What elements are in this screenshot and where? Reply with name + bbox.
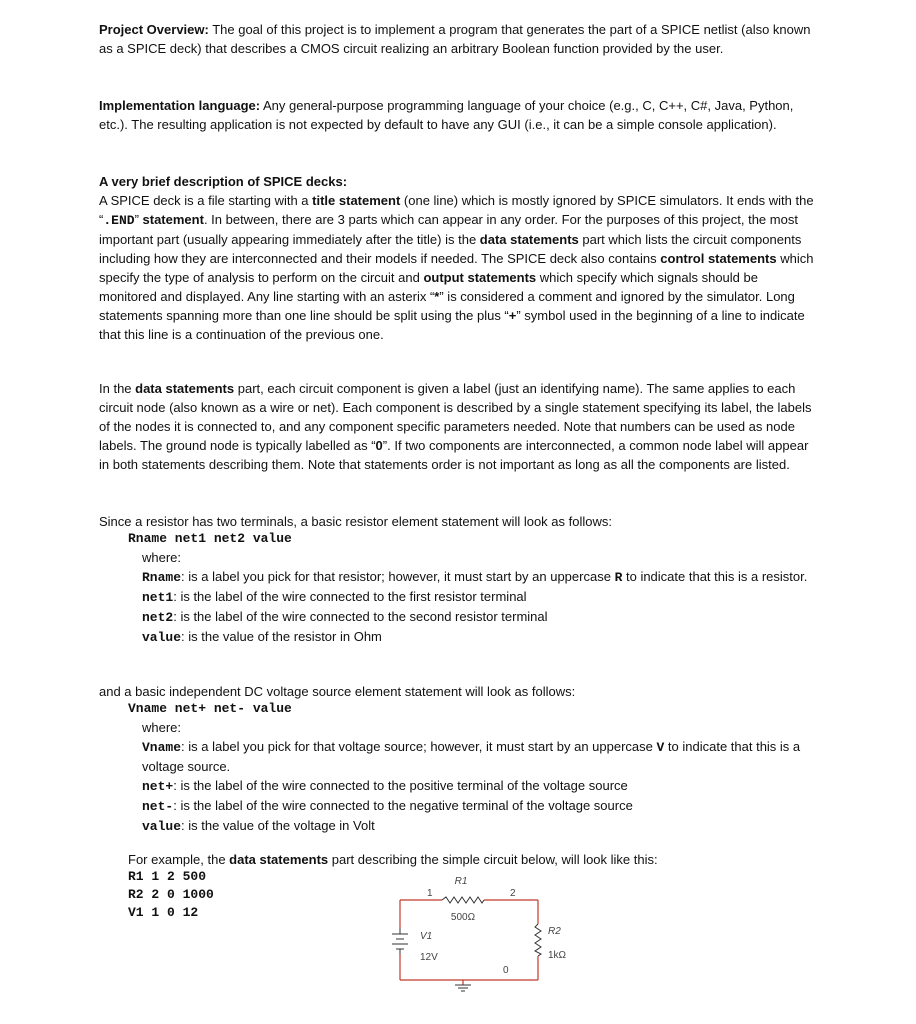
- text-run: ” is considered a comment and ignored by the simulator. Long statements spanning more than one line should be split using the plus “: [99, 289, 795, 323]
- implementation-label: Implementation language:: [99, 98, 261, 113]
- resistor-syntax: Rname net1 net2 value: [128, 531, 292, 546]
- circuit-diagram: [360, 868, 600, 998]
- code-r: R: [614, 570, 623, 585]
- resistor-r1-symbol: [442, 897, 484, 903]
- data-statements-paragraph: [99, 379, 814, 474]
- netminus-description: [142, 796, 822, 816]
- term-data-statements: data statements: [229, 852, 329, 867]
- text-run: part which lists the circuit components including how they are interconnected and their models if needed. The SPICE deck also contains: [99, 232, 802, 266]
- spice-decks-section: [99, 172, 814, 344]
- example-line-2: R2 2 0 1000: [128, 887, 214, 902]
- vsource-syntax: Vname net+ net- value: [128, 701, 292, 716]
- spice-decks-paragraph: [99, 191, 814, 344]
- v1-value: 12V: [420, 952, 438, 963]
- overview-label: Project Overview:: [99, 22, 209, 37]
- resistor-where: [142, 548, 822, 647]
- net1-description: [142, 587, 822, 607]
- text-run: A SPICE deck is a file starting with a: [99, 193, 313, 208]
- text-run: part describing the simple circuit below, will look like this:: [328, 852, 658, 867]
- text-run: : is the value of the resistor in Ohm: [181, 629, 382, 644]
- code-value: value: [142, 630, 182, 645]
- where-label: where:: [142, 550, 182, 565]
- vname-description: [142, 737, 822, 776]
- resistor-intro: Since a resistor has two terminals, a basic resistor element statement will look as follows:: [99, 514, 612, 529]
- text-run: In the: [99, 381, 136, 396]
- term-asterisk: *: [434, 289, 440, 304]
- code-rname: Rname: [142, 570, 182, 585]
- text-run: which specify which signals should be monitored and displayed. Any line starting with an asterix “: [99, 270, 758, 304]
- code-end: .END: [103, 213, 135, 228]
- value-description: [142, 816, 822, 836]
- code-net1: net1: [142, 590, 174, 605]
- overview-text: The goal of this project is to implement a program that generates the part of a SPICE netlist (also known as a SPICE deck) that describes a CMOS circuit realizing an arbitrary Boolean function provided by the user.: [99, 22, 811, 56]
- r1-label: R1: [454, 876, 468, 887]
- text-run: : is a label you pick for that resistor; however, it must start by an uppercase: [181, 569, 615, 584]
- value-description: [142, 627, 822, 647]
- term-data-statements: data statements: [135, 381, 235, 396]
- text-run: : is the label of the wire connected to the positive terminal of the voltage source: [173, 778, 628, 793]
- r2-value: 1kΩ: [548, 950, 567, 961]
- battery-v1-symbol: [392, 928, 408, 954]
- r2-label: R2: [548, 926, 561, 937]
- spice-decks-heading: A very brief description of SPICE decks:: [99, 174, 348, 189]
- node-1-label: 1: [427, 888, 433, 899]
- text-run: For example, the: [128, 852, 230, 867]
- example-line-1: R1 1 2 500: [128, 869, 207, 884]
- text-run: part, each circuit component is given a label (just an identifying name). The same applies to each circuit node (also known as a wire or net). Each component is described by a single statement specifying its label, the labels of the nodes it is connected to, and any component specific parameters needed. Note that numbers can be used as node labels. The ground node is typically labelled as “: [99, 381, 812, 453]
- text-run: which specify the type of analysis to perform on the circuit and: [99, 251, 814, 285]
- text-run: : is the label of the wire connected to the first resistor terminal: [173, 589, 527, 604]
- text-run: (one line) which is mostly ignored by SPICE simulators. It ends with the “: [99, 193, 814, 227]
- ground-icon: [455, 985, 471, 991]
- node-0-label: 0: [503, 965, 509, 976]
- vsource-intro: and a basic independent DC voltage source element statement will look as follows:: [99, 684, 576, 699]
- example-line-3: V1 1 0 12: [128, 905, 199, 920]
- implementation-paragraph: [99, 96, 814, 134]
- text-run: : is the label of the wire connected to the second resistor terminal: [173, 609, 548, 624]
- code-v: V: [656, 740, 665, 755]
- term-ground-zero: 0: [375, 438, 383, 453]
- term-statement: statement: [142, 212, 204, 227]
- r1-value: 500Ω: [450, 912, 476, 923]
- code-netminus: net-: [142, 799, 174, 814]
- net2-description: [142, 607, 822, 627]
- node-2-label: 2: [510, 888, 516, 899]
- example-intro: [128, 850, 828, 869]
- text-run: : is the value of the voltage in Volt: [181, 818, 375, 833]
- rname-description: [142, 567, 822, 587]
- term-plus: +: [508, 308, 517, 323]
- v1-label: V1: [420, 931, 433, 942]
- where-label: where:: [142, 720, 182, 735]
- code-value: value: [142, 819, 182, 834]
- code-net2: net2: [142, 610, 174, 625]
- resistor-r2-symbol: [535, 924, 541, 956]
- code-vname: Vname: [142, 740, 182, 755]
- implementation-text: Any general-purpose programming language of your choice (e.g., C, C++, C#, Java, Python, etc.). The resulting application is not expected by default to have any GUI (i.e., it can be a simple console application).: [99, 98, 794, 132]
- term-data-statements: data statements: [479, 232, 579, 247]
- text-run: . In between, there are 3 parts which can appear in any order. For the purposes of this project, the most important part (usually appearing immediately after the title) is the: [99, 212, 798, 247]
- vsource-where: [142, 718, 822, 836]
- text-run: ”: [134, 212, 143, 227]
- term-control-statements: control statements: [660, 251, 777, 266]
- netplus-description: [142, 776, 822, 796]
- text-run: ” symbol used in the beginning of a line to indicate that this line is a continuation of the previous one.: [99, 308, 805, 342]
- term-output-statements: output statements: [423, 270, 537, 285]
- term-title-statement: title statement: [312, 193, 401, 208]
- text-run: : is a label you pick for that voltage source; however, it must start by an uppercase: [181, 739, 657, 754]
- overview-paragraph: [99, 20, 814, 58]
- text-run: to indicate that this is a voltage source.: [142, 739, 801, 774]
- text-run: : is the label of the wire connected to the negative terminal of the voltage source: [173, 798, 633, 813]
- text-run: ”. If two components are interconnected, a common node label will appear in both statements describing them. Note that statements order is not important as long as all the components are listed.: [99, 438, 809, 472]
- text-run: to indicate that this is a resistor.: [622, 569, 808, 584]
- code-netplus: net+: [142, 779, 174, 794]
